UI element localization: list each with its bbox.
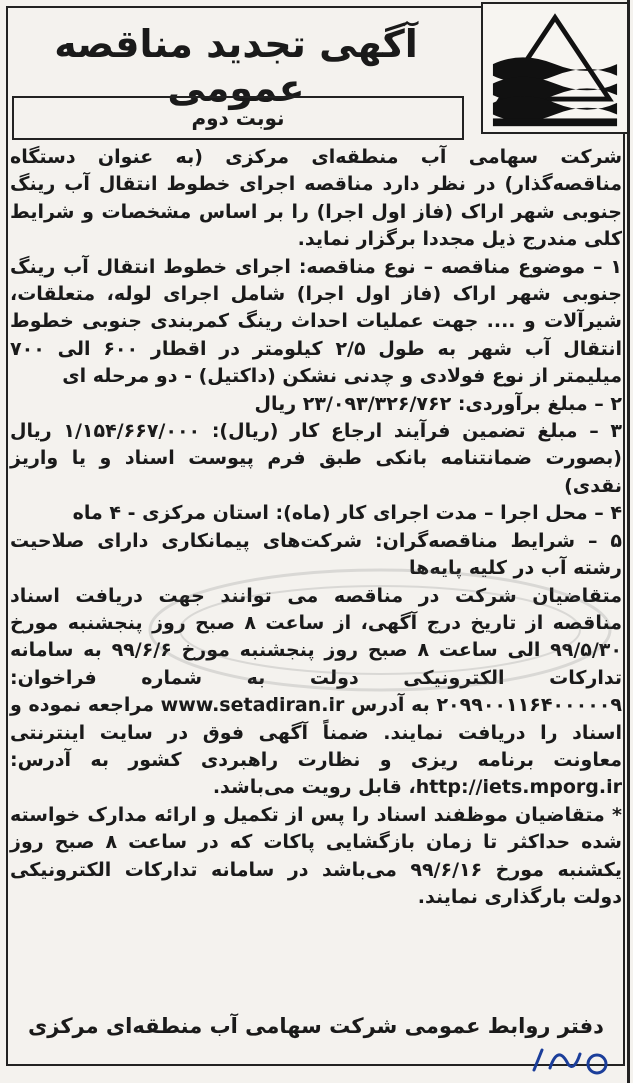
item-location-duration xyxy=(10,500,622,527)
publication-round: نوبت دوم xyxy=(12,96,464,140)
item-location-title: ۴ – محل اجرا – مدت اجرای کار (ماه): xyxy=(275,502,622,525)
item-estimate xyxy=(10,391,622,418)
notice-title: آگهی تجدید مناقصه عمومی xyxy=(54,22,418,110)
documents-paragraph xyxy=(10,583,622,802)
item-estimate-text: ۲۳/۰۹۳/۳۲۶/۷۶۲ ریال xyxy=(254,392,458,415)
column-divider xyxy=(627,0,630,1083)
documents-text-b: مراجعه نموده و اسناد را دریافت نمایند. ضمناً آگهی فوق در سایت اینترنتی معاونت برنامه ریزی و نظارت راهبردی کشور به آدرس: xyxy=(10,694,622,771)
intro-paragraph: شرکت سهامی آب منطقه‌ای مرکزی (به عنوان دستگاه مناقصه‌گذار) در نظر دارد مناقصه اجرای خطوط انتقال آب رینگ جنوبی شهر اراک (فاز اول اجرا) را بر اساس مشخصات و شرایط کلی مندرج ذیل مجددا برگزار نماید. xyxy=(10,146,622,251)
item-guarantee xyxy=(10,418,622,500)
item-conditions-text: شرکت‌های پیمانکاری دارای صلاحیت رشته آب در کلیه پایه‌ها xyxy=(10,529,622,580)
item-subject-title: ۱ – موضوع مناقصه – نوع مناقصه: xyxy=(298,255,622,278)
iets-link[interactable]: http://iets.mporg.ir xyxy=(415,776,622,799)
documents-text-a: متقاضیان شرکت در مناقصه می توانند جهت دریافت اسناد مناقصه از تاریخ درج آگهی، از ساعت ۸ صبح روز پنجشنبه مورخ ۹۹/۵/۳۰ الی ساعت ۸ صبح روز پنجشنبه مورخ ۹۹/۶/۶ به سامانه تدارکات الکترونیکی دولت به شماره فراخوان: ۲۰۹۹۰۰۱۱۶۴۰۰۰۰۰۹ به آدرس xyxy=(10,584,623,717)
notice-body xyxy=(10,144,622,911)
item-conditions-title: ۵ – شرایط مناقصه‌گران: xyxy=(375,529,622,552)
upload-deadline-paragraph: * متقاضیان موظفند اسناد را پس از تکمیل و ارائه مدارک خواسته شده حداکثر تا زمان بازگشایی پاکات که در ساعت ۸ صبح روز یکشنبه مورخ ۹۹/۶/۱۶ می‌باشد در سامانه تدارکات الکترونیکی دولت بارگذاری نمایند. xyxy=(10,803,622,908)
item-guarantee-text: ۱/۱۵۴/۶۶۷/۰۰۰ ریال (بصورت ضمانتنامه بانکی طبق فرم پیوست اسناد و یا واریز نقدی) xyxy=(10,420,622,497)
documents-text-c: ، قابل رویت می‌باشد. xyxy=(212,776,416,799)
item-subject-text: اجرای خطوط انتقال آب رینگ جنوبی شهر اراک (فاز اول اجرا) شامل اجرای لوله، متعلقات، شیرآلات و .... جهت عملیات احداث رینگ کمربندی جنوبی خطوط انتقال آب شهر به طول ۲/۵ کیلومتر در اقطار ۶۰۰ الی ۷۰۰ میلیمتر از نوع فولادی و چدنی نشکن (داکتیل) - دو مرحله ای xyxy=(10,255,622,388)
item-bidder-conditions xyxy=(10,528,622,583)
signature-line: دفتر روابط عمومی شرکت سهامی آب منطقه‌ای مرکزی xyxy=(28,1014,604,1038)
item-subject xyxy=(10,254,622,391)
item-location-text: استان مرکزی - ۴ ماه xyxy=(72,502,276,525)
item-guarantee-title: ۳ – مبلغ تضمین فرآیند ارجاع کار (ریال): xyxy=(211,420,622,443)
setadiran-link[interactable]: www.setadiran.ir xyxy=(160,694,345,717)
handwritten-number-mark xyxy=(528,1040,618,1080)
item-estimate-title: ۲ – مبلغ برآوردی: xyxy=(457,392,622,415)
water-company-logo xyxy=(481,2,629,134)
